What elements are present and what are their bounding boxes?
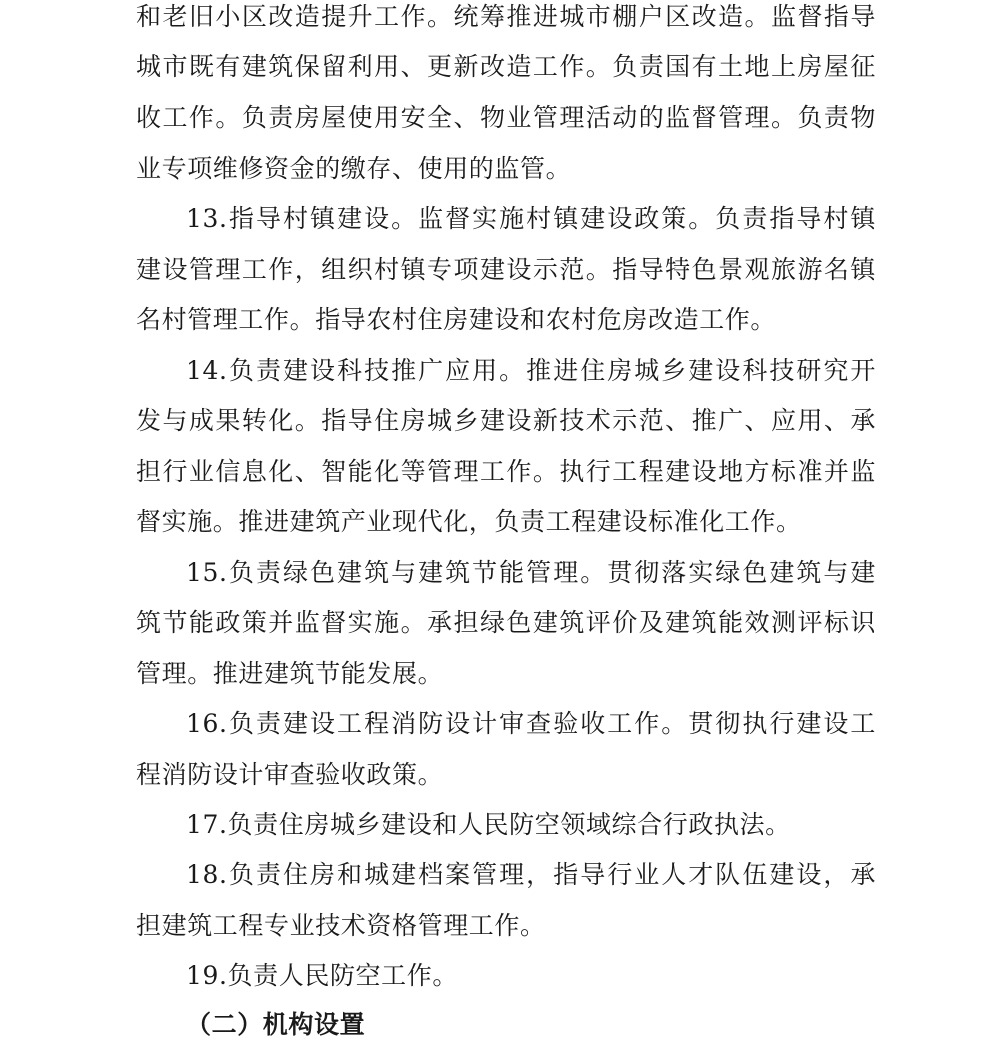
item-18-line: 18.负责住房和城建档案管理，指导行业人才队伍建设，承 [186,860,876,889]
paragraph-line: 管理。推进建筑节能发展。 [136,659,444,688]
paragraph-line: 程消防设计审查验收政策。 [136,760,444,789]
item-14-line: 14.负责建设科技推广应用。推进住房城乡建设科技研究开 [186,356,876,385]
paragraph-line: 筑节能政策并监督实施。承担绿色建筑评价及建筑能效测评标识 [136,608,876,637]
item-15-line: 15.负责绿色建筑与建筑节能管理。贯彻落实绿色建筑与建 [186,558,876,587]
paragraph-line: 发与成果转化。指导住房城乡建设新技术示范、推广、应用、承 [136,406,876,435]
paragraph-line: 业专项维修资金的缴存、使用的监管。 [136,154,572,183]
item-17-line: 17.负责住房城乡建设和人民防空领域综合行政执法。 [186,810,791,839]
paragraph-line: 名村管理工作。指导农村住房建设和农村危房改造工作。 [136,305,777,334]
paragraph-line: 和老旧小区改造提升工作。统筹推进城市棚户区改造。监督指导 [136,2,876,31]
item-16-line: 16.负责建设工程消防设计审查验收工作。贯彻执行建设工 [186,709,876,738]
section-heading: （二）机构设置 [186,1010,366,1039]
paragraph-line: 收工作。负责房屋使用安全、物业管理活动的监督管理。负责物 [136,103,876,132]
paragraph-line: 担建筑工程专业技术资格管理工作。 [136,911,546,940]
item-13-line: 13.指导村镇建设。监督实施村镇建设政策。负责指导村镇 [186,204,876,233]
paragraph-line: 城市既有建筑保留利用、更新改造工作。负责国有土地上房屋征 [136,52,876,81]
paragraph-line: 担行业信息化、智能化等管理工作。执行工程建设地方标准并监 [136,457,876,486]
paragraph-line: 督实施。推进建筑产业现代化，负责工程建设标准化工作。 [136,507,802,536]
paragraph-line: 建设管理工作，组织村镇专项建设示范。指导特色景观旅游名镇 [136,255,876,284]
item-19-line: 19.负责人民防空工作。 [186,961,458,990]
